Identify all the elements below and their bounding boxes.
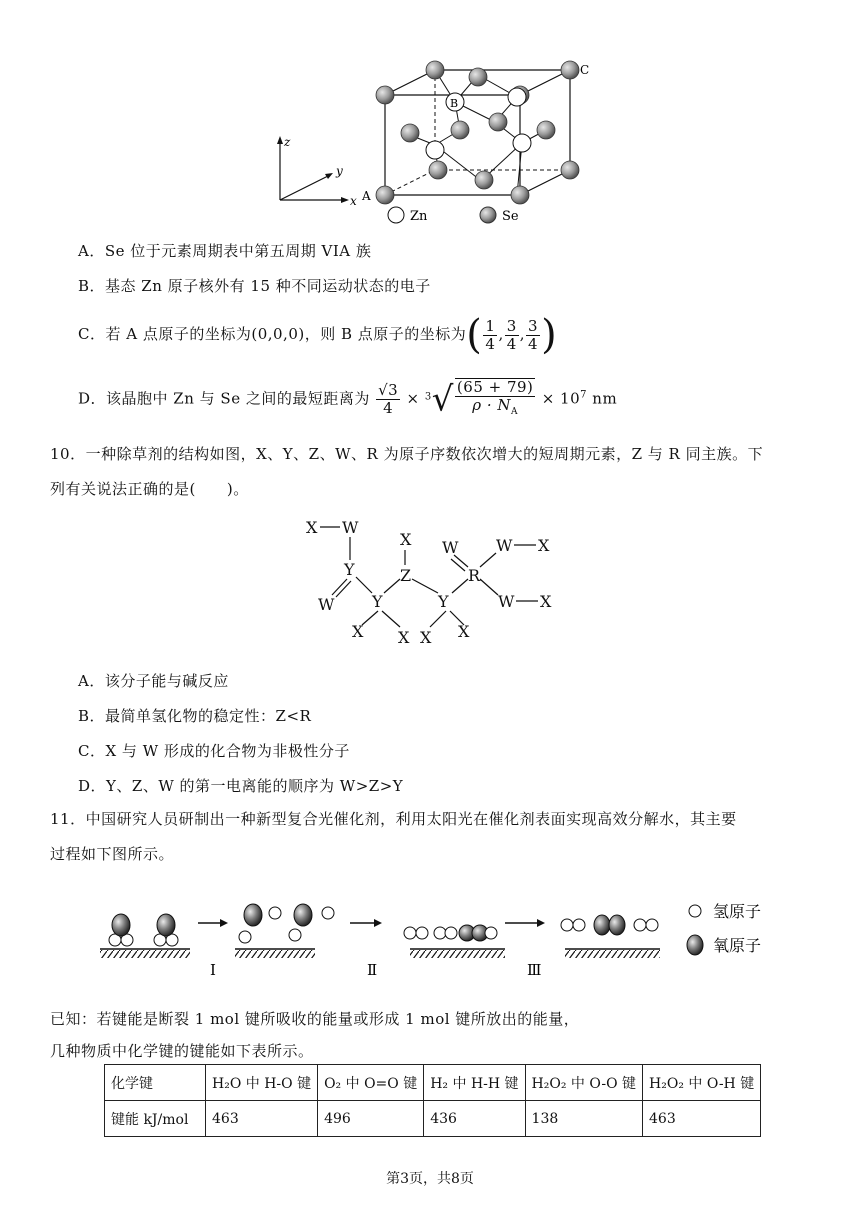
c-frac3-den: 4 [528, 334, 539, 353]
svg-text:Z: Z [400, 566, 412, 585]
hydrogen-legend-label: 氢原子 [713, 902, 762, 921]
bond-energy-table [104, 1064, 761, 1137]
herbicide-structure-figure [300, 515, 570, 645]
d-radicand-num: (65 + 79) [456, 378, 534, 396]
q9-option-a: A．Se 位于元素周期表中第五周期 VIA 族 [78, 242, 372, 260]
q9-option-d: D．该晶胞中 Zn 与 Se 之间的最短距离为 $\frac{√3}{4}$ × $^3$√ $\frac{(65 + 79)}{\rho \cdot N_A}$ × $10^7$ nm [78, 378, 618, 420]
stage-2-label: Ⅱ [367, 961, 378, 979]
atom-a-label: A [362, 189, 371, 203]
svg-text:W: W [318, 595, 335, 614]
svg-text:Y: Y [438, 592, 449, 611]
table-header-cell: H₂ 中 H-H 键 [424, 1065, 525, 1101]
q11-stem-line2: 过程如下图所示。 [50, 845, 175, 863]
c-frac1-num: 1 [485, 316, 496, 335]
q9-option-b: B．基态 Zn 原子核外有 15 种不同运动状态的电子 [78, 277, 431, 295]
q10-stem-line2: 列有关说法正确的是( )。 [50, 480, 249, 498]
oxygen-legend-label: 氧原子 [713, 936, 762, 955]
zn-legend-label: Zn [410, 209, 428, 224]
q11-known-line2: 几种物质中化学键的键能如下表所示。 [50, 1042, 314, 1060]
stage-1-label: I [210, 961, 216, 979]
axis-y-label: y [336, 164, 343, 178]
svg-text:W: W [442, 538, 459, 557]
svg-text:X: X [420, 628, 432, 645]
table-cell: 键能 kJ/mol [105, 1101, 206, 1137]
svg-text:R: R [468, 566, 481, 585]
svg-text:X: X [352, 622, 364, 641]
stage-3-label: Ⅲ [527, 961, 542, 979]
table-row [105, 1101, 761, 1137]
svg-text:X: X [538, 536, 550, 555]
svg-text:W: W [498, 592, 515, 611]
d-den4: 4 [383, 399, 394, 417]
d-radicand-sub: A [511, 407, 519, 417]
table-cell: 138 [525, 1101, 642, 1137]
zn-legend-marker [388, 207, 404, 223]
q9-option-c: C．若 A 点原子的坐标为(0,0,0)，则 B 点原子的坐标为( $\frac{1}{4}$ , $\frac{3}{4}$ , $\frac{3}{4}$ ) [78, 312, 558, 358]
q11-known-line1: 已知：若键能是断裂 1 mol 键所吸收的能量或形成 1 mol 键所放出的能量， [50, 1010, 580, 1028]
q10-option-a: A．该分子能与碱反应 [78, 672, 229, 690]
table-header-cell: H₂O₂ 中 O-O 键 [525, 1065, 642, 1101]
table-header-cell: O₂ 中 O=O 键 [318, 1065, 424, 1101]
se-legend-label: Se [502, 209, 519, 224]
q10-stem-line1: 10．一种除草剂的结构如图，X、Y、Z、W、R 为原子序数依次增大的短周期元素，Z 与 R 同主族。下 [50, 445, 764, 463]
oxygen-legend-marker [687, 935, 703, 955]
svg-text:X: X [398, 628, 410, 645]
svg-text:X: X [306, 518, 318, 537]
se-legend-marker [480, 207, 496, 223]
water-splitting-process-figure [95, 895, 795, 990]
svg-text:X: X [458, 622, 470, 641]
page-footer: 第3页，共8页 [386, 1171, 474, 1187]
table-cell: 436 [424, 1101, 525, 1137]
table-cell: 496 [318, 1101, 424, 1137]
atom-b-label: B [450, 97, 459, 110]
svg-text:W: W [496, 536, 513, 555]
q10-option-b: B．最简单氢化物的稳定性：Z<R [78, 707, 312, 725]
c-frac3-num: 3 [528, 316, 539, 335]
crystal-cell-figure [270, 50, 590, 230]
q9-option-c-text: C．若 A 点原子的坐标为(0,0,0)，则 B 点原子的坐标为 [78, 325, 467, 343]
q10-option-d: D．Y、Z、W 的第一电离能的顺序为 W>Z>Y [78, 777, 404, 795]
svg-text:X: X [400, 530, 412, 549]
atom-c-label: C [580, 63, 590, 77]
table-header-row [105, 1065, 761, 1101]
c-frac2-num: 3 [506, 316, 517, 335]
d-radicand-den: ρ · N [472, 396, 512, 414]
table-header-cell: H₂O 中 H-O 键 [206, 1065, 318, 1101]
table-cell: 463 [206, 1101, 318, 1137]
q10-option-c: C．X 与 W 形成的化合物为非极性分子 [78, 742, 350, 760]
q9-option-d-text: D．该晶胞中 Zn 与 Se 之间的最短距离为 [78, 389, 370, 408]
table-cell: 463 [643, 1101, 761, 1137]
svg-text:Y: Y [344, 560, 355, 579]
q11-stem-line1: 11．中国研究人员研制出一种新型复合光催化剂，利用太阳光在催化剂表面实现高效分解水，其主要 [50, 810, 737, 828]
c-frac2-den: 4 [506, 334, 517, 353]
table-header-cell: 化学键 [105, 1065, 206, 1101]
hydrogen-legend-marker [689, 905, 701, 917]
svg-text:W: W [342, 518, 359, 537]
svg-text:X: X [540, 592, 552, 611]
axis-x-label: x [350, 194, 357, 208]
table-header-cell: H₂O₂ 中 O-H 键 [643, 1065, 761, 1101]
c-frac1-den: 4 [485, 334, 496, 353]
axis-z-label: z [284, 135, 291, 149]
d-times10: × 10 [541, 389, 581, 408]
d-sqrt3: √3 [378, 381, 399, 399]
d-unit: nm [592, 389, 618, 408]
svg-text:Y: Y [372, 592, 383, 611]
d-exp: 7 [580, 389, 587, 401]
